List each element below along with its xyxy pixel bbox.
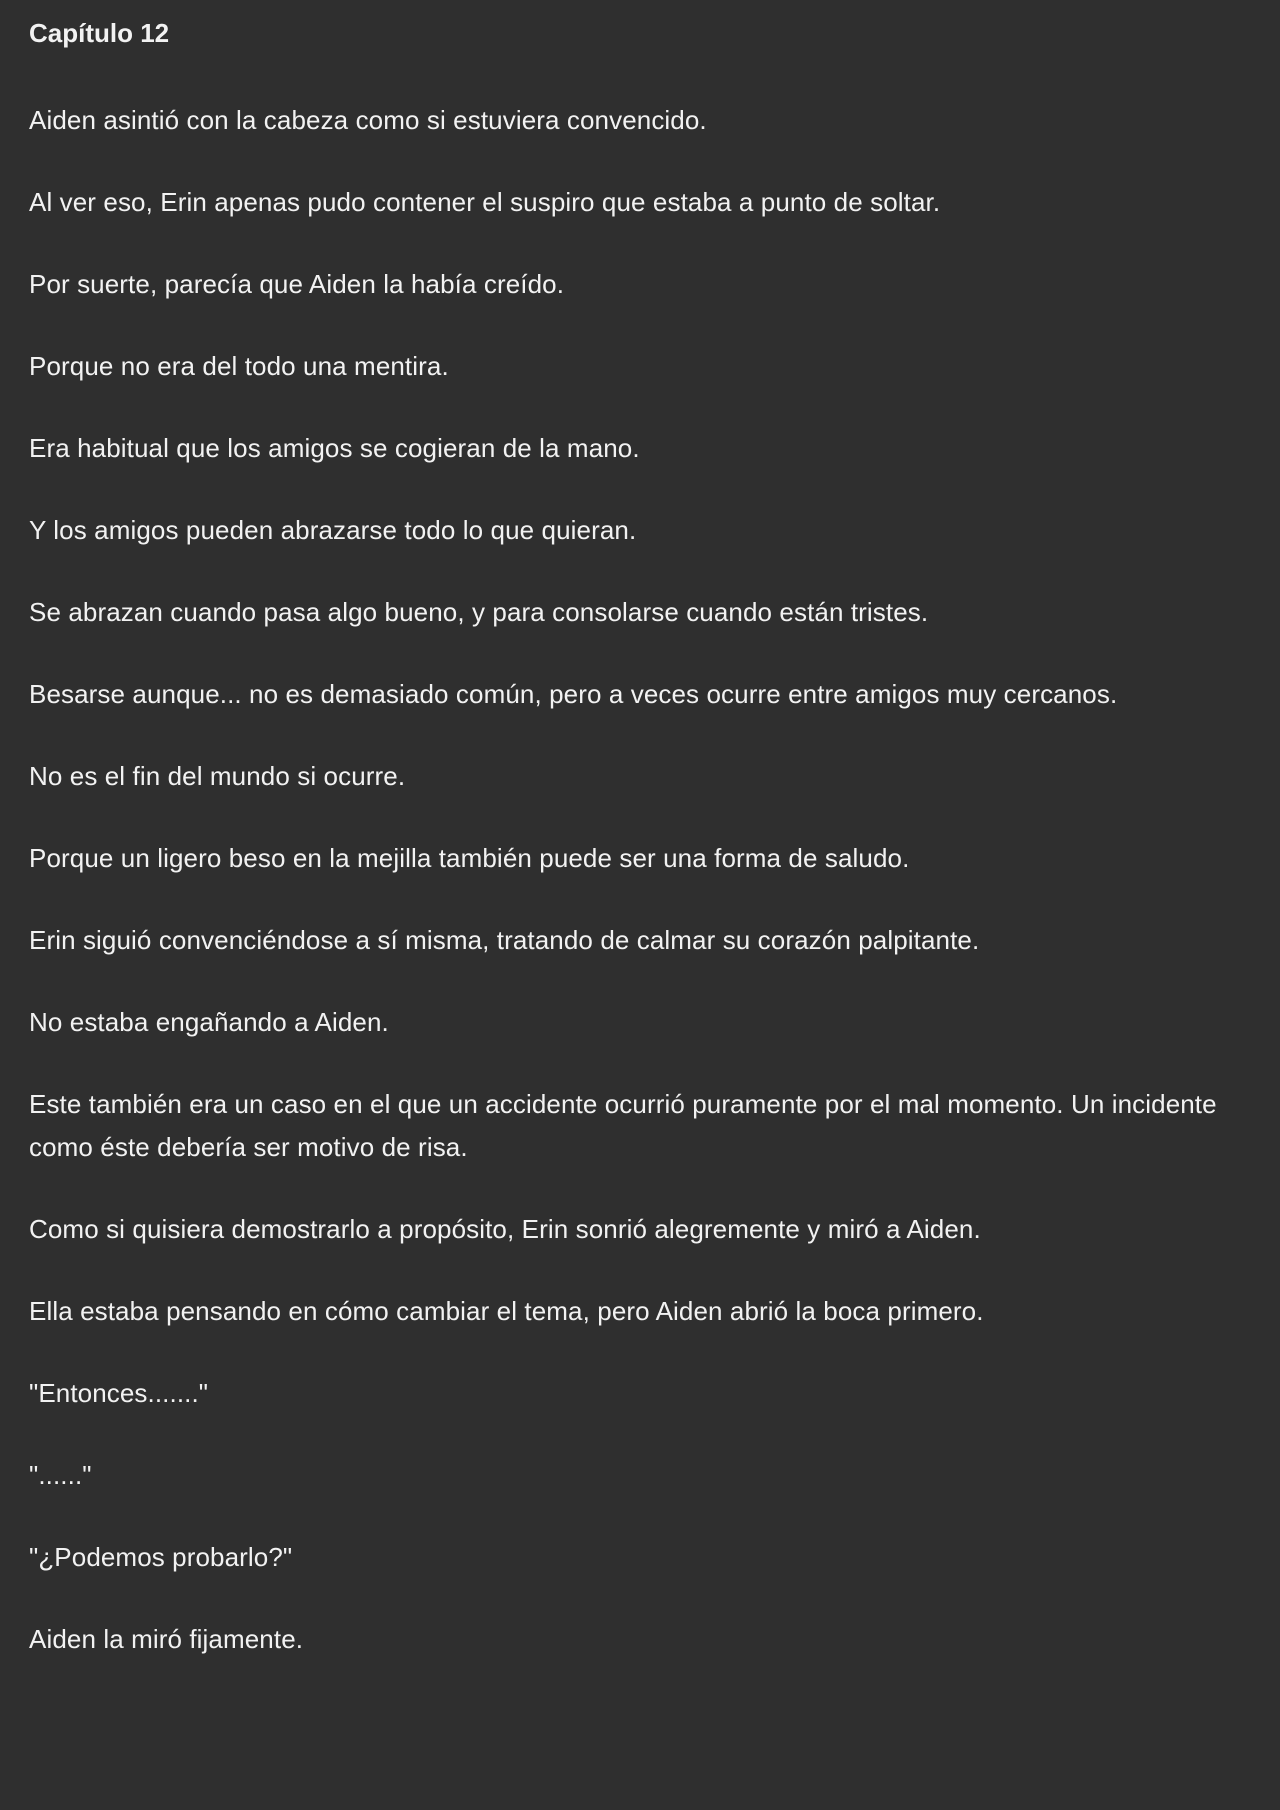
paragraph: No estaba engañando a Aiden. bbox=[29, 1007, 389, 1037]
paragraph: Era habitual que los amigos se cogieran de la mano. bbox=[29, 433, 640, 463]
paragraph: Porque no era del todo una mentira. bbox=[29, 351, 449, 381]
paragraph: Y los amigos pueden abrazarse todo lo que quieran. bbox=[29, 515, 637, 545]
paragraph: Besarse aunque... no es demasiado común, pero a veces ocurre entre amigos muy cercanos. bbox=[29, 679, 1118, 709]
paragraph: Como si quisiera demostrarlo a propósito, Erin sonrió alegremente y miró a Aiden. bbox=[29, 1214, 981, 1244]
paragraph: Erin siguió convenciéndose a sí misma, tratando de calmar su corazón palpitante. bbox=[29, 925, 980, 955]
paragraph: Se abrazan cuando pasa algo bueno, y para consolarse cuando están tristes. bbox=[29, 597, 929, 627]
paragraph: No es el fin del mundo si ocurre. bbox=[29, 761, 406, 791]
paragraph: Al ver eso, Erin apenas pudo contener el suspiro que estaba a punto de soltar. bbox=[29, 187, 941, 217]
paragraph: "......" bbox=[29, 1460, 92, 1490]
paragraph: "¿Podemos probarlo?" bbox=[29, 1542, 293, 1572]
paragraph: Aiden asintió con la cabeza como si estuviera convencido. bbox=[29, 105, 707, 135]
paragraph: Porque un ligero beso en la mejilla también puede ser una forma de saludo. bbox=[29, 843, 910, 873]
paragraph: Este también era un caso en el que un accidente ocurrió puramente por el mal momento. Un incidente como éste debería ser motivo de risa. bbox=[29, 1089, 1217, 1162]
paragraph: Aiden la miró fijamente. bbox=[29, 1624, 304, 1654]
paragraph: Por suerte, parecía que Aiden la había creído. bbox=[29, 269, 565, 299]
paragraph: Ella estaba pensando en cómo cambiar el tema, pero Aiden abrió la boca primero. bbox=[29, 1296, 984, 1326]
chapter-title: Capítulo 12 bbox=[29, 18, 170, 48]
paragraph: "Entonces......." bbox=[29, 1378, 209, 1408]
chapter-body bbox=[29, 99, 1250, 1661]
